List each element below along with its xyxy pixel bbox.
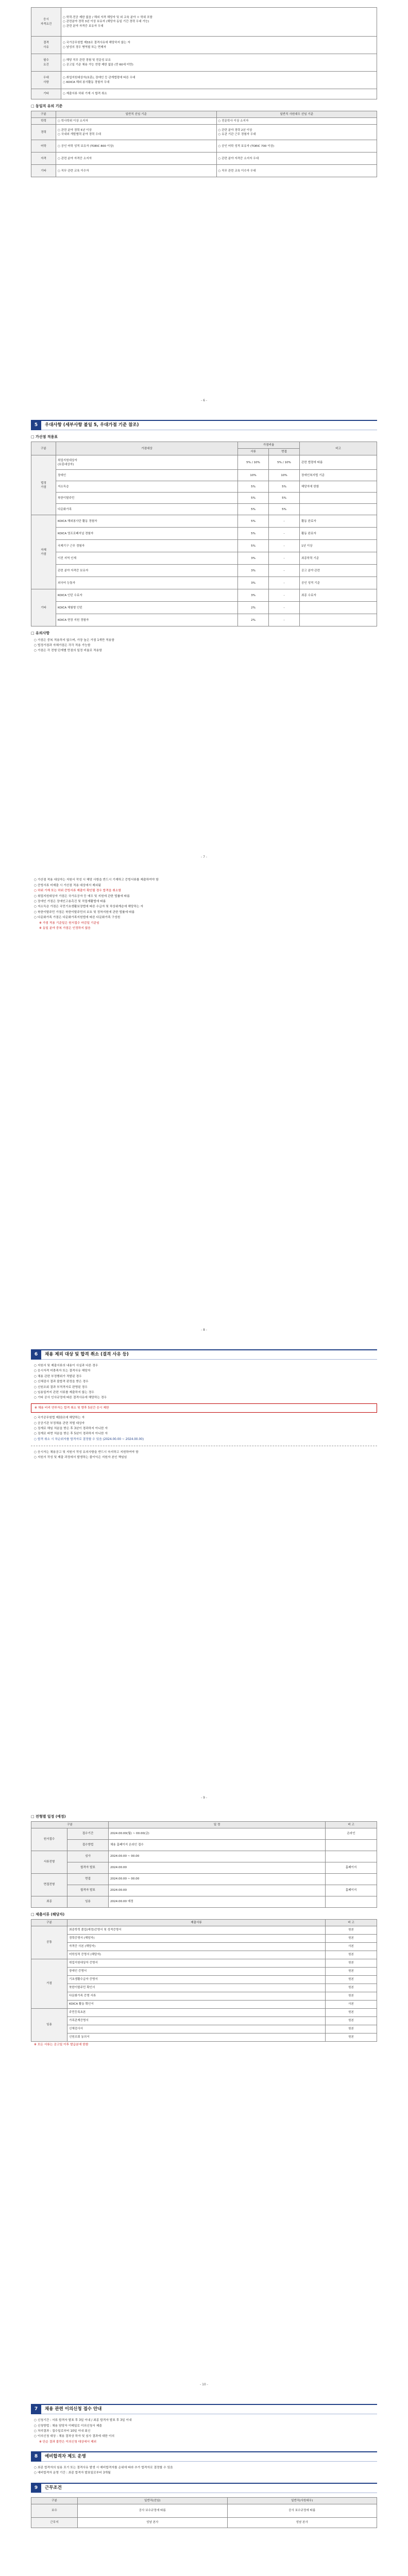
doc-name: 북한이탈주민 확인서 xyxy=(67,1984,326,1992)
bonus-b: 5% / 10% xyxy=(269,455,300,470)
schedule-title: □ 전형별 일정 (예정) xyxy=(31,1814,66,1819)
docs-th: 비 고 xyxy=(326,1919,377,1926)
section-number: 7 xyxy=(31,2405,41,2414)
document-page-4 xyxy=(0,1349,408,1810)
section-title: 예비합격자 제도 운영 xyxy=(45,2454,86,2460)
schedule-th: 구분 xyxy=(31,1821,109,1828)
bonus-note: 해당자에 한함 xyxy=(300,481,377,493)
sched-date: 2024.00.00 xyxy=(109,1885,326,1896)
bonus-item: KOICA 체험형 인턴 xyxy=(56,602,238,614)
doc-name: 신원조회 동의서 xyxy=(67,2033,326,2042)
bonus-b: - xyxy=(269,589,300,602)
bullet-line: ○ 응시자격 미충족자 또는 결격사유 해당자 xyxy=(34,1369,91,1373)
doc-name: 경력증명서 (해당자) xyxy=(67,1935,326,1943)
bonus-b: - xyxy=(269,614,300,626)
page-number: - 9 - xyxy=(201,1795,207,1800)
row-head: 결격 사유 xyxy=(31,37,61,54)
row-body: ○ 제출서류 허위 기재 시 합격 취소 xyxy=(61,89,377,99)
bonus-b: - xyxy=(269,528,300,540)
ref-head: 학력 xyxy=(31,118,56,125)
ref-a: ○ 공인 어학 성적 보유자 (TOEIC 800 이상) xyxy=(56,140,217,152)
sched-note xyxy=(326,1873,377,1885)
section-title: 근무조건 xyxy=(45,2485,62,2491)
ref-table xyxy=(31,111,377,177)
note-line: ○ 가점은 각 전형 단계별 만점의 일정 비율로 적용함 xyxy=(34,649,102,653)
bonus-a: 10% xyxy=(238,470,269,481)
cond-th: 일반직(사원대우) xyxy=(227,2497,377,2504)
doc-note: 원본 xyxy=(326,2033,377,2042)
bonus-a: 2% xyxy=(238,614,269,626)
section-header xyxy=(31,420,377,430)
page-number: - 7 - xyxy=(201,855,207,859)
note-line: ○ 가점은 중복 적용하지 않으며, 가장 높은 가점 1개만 적용함 xyxy=(34,638,114,642)
period-line: ○ 합격 취소 시 차순위자를 합격자로 결정할 수 있음 (2024.00.00 ~ 2024.00.00) xyxy=(34,1437,144,1441)
ref-a: ○ 직무 관련 교육 이수자 xyxy=(56,165,217,177)
bonus-th: 비고 xyxy=(300,442,377,455)
cond-head: 근무지 xyxy=(31,2517,78,2528)
doc-name: KOICA 활동 확인서 xyxy=(67,2001,326,2009)
doc-note: 원본 xyxy=(326,1992,377,2001)
conditions-table xyxy=(31,2497,377,2528)
doc-name: 자격증 사본 (해당자) xyxy=(67,1943,326,1951)
doc-note: 원본 xyxy=(326,1984,377,1992)
bonus-note xyxy=(300,602,377,614)
bonus-item: 저소득층 xyxy=(56,481,238,493)
doc-note: 원본 xyxy=(326,1935,377,1943)
bonus-note: 공고 분야 관련 xyxy=(300,565,377,577)
sched-note: 홈페이지 xyxy=(326,1862,377,1873)
doc-name: 신체검사서 xyxy=(67,2025,326,2033)
sched-sub: 접수방법 xyxy=(67,1839,109,1851)
bonus-item: 취업지원대상자 (보훈대상자) xyxy=(56,455,238,470)
bullet-line: ○ 저소득층 가점은 국민기초생활보장법에 따른 수급자 및 차상위계층에 해당하는 자 xyxy=(34,905,144,909)
bullet-line: ○ 지원서 및 제출서류의 내용이 사실과 다른 경우 xyxy=(34,1364,98,1367)
section-number: 8 xyxy=(31,2452,41,2462)
red-note: ※ 가점 적용 기준일은 원서접수 마감일 기준임 xyxy=(39,921,99,925)
bonus-th: 구분 xyxy=(31,442,56,455)
section-header xyxy=(31,2451,377,2462)
bonus-b: 5% xyxy=(269,504,300,515)
bonus-note: 활동 완료자 xyxy=(300,515,377,528)
bonus-b: - xyxy=(269,565,300,577)
ref-head: 자격 xyxy=(31,152,56,165)
sched-sub: 임용 xyxy=(67,1896,109,1907)
section-header xyxy=(31,2483,377,2493)
section-number: 6 xyxy=(31,1350,41,1360)
bonus-note xyxy=(300,493,377,504)
bonus-table xyxy=(31,442,377,626)
bullet-line: ○ 국가공무원법 제33조에 해당하는 자 xyxy=(34,1416,85,1420)
doc-note: 사본 xyxy=(326,1943,377,1951)
bonus-note: 공인 성적 기준 xyxy=(300,577,377,589)
page-number: - 8 - xyxy=(201,1328,207,1332)
bonus-a: 3% xyxy=(238,589,269,602)
bonus-note: 관련 법령에 따름 xyxy=(300,455,377,470)
closing-line: ○ 응시자는 채용공고 및 지원서 작성 유의사항을 반드시 숙지하고 지원하여야 함 xyxy=(34,1451,139,1454)
cond-th: 일반직(선임) xyxy=(78,2497,228,2504)
bullet-line: ○ 신청기간 : 서류 합격자 발표 후 3일 이내 / 최종 합격자 발표 후 3일 이내 xyxy=(34,2419,132,2422)
bonus-b: - xyxy=(269,515,300,528)
bonus-item: KOICA 영프로페셔널 경험자 xyxy=(56,528,238,540)
doc-name: 장애인 증명서 xyxy=(67,1968,326,1976)
page-number: - 6 - xyxy=(201,399,207,403)
doc-note: 원본 xyxy=(326,2017,377,2025)
bullet-line: ○ 임용일까지 관련 서류를 제출하지 않는 경우 xyxy=(34,1391,94,1394)
cond-head: 보수 xyxy=(31,2504,78,2517)
bonus-a: 2% xyxy=(238,602,269,614)
bullet-line: ○ 증빙서류 미제출 시 가산점 적용 대상에서 제외됨 xyxy=(34,884,101,887)
bonus-a: 5% xyxy=(238,493,269,504)
bullet-line: ○ 가산점 적용 대상자는 지원서 작성 시 해당 사항을 반드시 기재하고 증빙서류를 제출하여야 함 xyxy=(34,878,159,882)
bullet-line: ○ 허위 기재 또는 허위 증빙서류 제출이 확인될 경우 합격을 취소함 xyxy=(34,889,122,893)
note-line: ○ 법정가점과 자체가점은 각각 적용 가능함 xyxy=(34,643,91,647)
warning-callout: ※ 채용 비리 연루자는 합격 취소 및 향후 5년간 응시 제한 xyxy=(31,1403,377,1413)
bullet-line: ○ 최종 합격자의 임용 포기 또는 결격사유 발생 시 예비합격자를 순위에 따라 추가 합격자로 결정할 수 있음 xyxy=(34,2466,173,2470)
bonus-a: 5% xyxy=(238,540,269,552)
bonus-a: 5% xyxy=(238,528,269,540)
document-page-3 xyxy=(0,869,408,1342)
row-head: 기타 xyxy=(31,89,61,99)
cond-a: 공사 보수규정에 따름 xyxy=(78,2504,228,2517)
ref-th: 구분 xyxy=(31,111,56,118)
doc-name: 최종학력 졸업(예정)증명서 및 성적증명서 xyxy=(67,1926,326,1935)
ref-head: 어학 xyxy=(31,140,56,152)
bonus-note: 활동 완료자 xyxy=(300,528,377,540)
doc-note: 원본 xyxy=(326,1951,377,1959)
page-number: - 10 - xyxy=(200,2383,208,2387)
doc-name: 가족관계증명서 xyxy=(67,2017,326,2025)
bonus-b: 10% xyxy=(269,470,300,481)
sched-group: 면접전형 xyxy=(31,1873,67,1896)
bonus-note: 장애인복지법 기준 xyxy=(300,470,377,481)
document-page-5 xyxy=(0,1814,408,2397)
section-title: 우대사항 (세부사항 불일 5, 우대가점 기준 참조) xyxy=(45,422,139,428)
bonus-note: 최종학력 기준 xyxy=(300,552,377,565)
docs-th: 구분 xyxy=(31,1919,67,1926)
bullet-line: ○ 처리결과 : 접수일로부터 10일 이내 회신 xyxy=(34,2429,91,2433)
sched-sub: 심사 xyxy=(67,1851,109,1862)
row-body: ○ 취업지원대상자(보훈), 장애인 등 관계법령에 따른 우대 ○ KOICA 해외 봉사활동 경험자 우대 xyxy=(61,72,377,89)
ref-b: ○ 전문학사 이상 소지자 xyxy=(216,118,377,125)
bonus-note xyxy=(300,614,377,626)
bonus-note: 최종 수료자 xyxy=(300,589,377,602)
ref-th: 일반직 사원대우 선임 기준 xyxy=(216,111,377,118)
document-page-2 xyxy=(0,420,408,869)
docs-title: □ 제출서류 (해당자) xyxy=(31,1912,65,1917)
docs-th: 제출서류 xyxy=(67,1919,326,1926)
sched-date: 2024.00.00 ~ 00.00 xyxy=(109,1873,326,1885)
bullet-line: ○ 다문화가족 가점은 다문화가족지원법에 따른 다문화가족 구성원 xyxy=(34,916,121,920)
bonus-th: 가점대상 xyxy=(56,442,238,455)
bullet-line: ○ 신청방법 : 채용 담당자 이메일로 이의신청서 제출 xyxy=(34,2424,102,2428)
ref-head: 기타 xyxy=(31,165,56,177)
docs-table xyxy=(31,1919,377,2042)
bonus-b: - xyxy=(269,552,300,565)
document-page-6 xyxy=(0,2404,408,2576)
sched-sub: 접수기간 xyxy=(67,1828,109,1839)
sched-note xyxy=(326,1839,377,1851)
row-head: 필수 요건 xyxy=(31,54,61,72)
doc-note: 원본 xyxy=(326,1959,377,1968)
sched-note: 온라인 xyxy=(326,1828,377,1839)
docs-note: ※ 모든 서류는 공고일 이후 발급분에 한함 xyxy=(34,2043,89,2047)
bullet-line: ○ 신원조회 결과 부적격자로 판명된 경우 xyxy=(34,1385,88,1389)
sub-title: □ 가산점 적용표 xyxy=(31,435,58,439)
bonus-a: 5% xyxy=(238,481,269,493)
doc-name: 주민등록초본 xyxy=(67,2009,326,2017)
schedule-th: 비 고 xyxy=(326,1821,377,1828)
sched-group: 서류전형 xyxy=(31,1851,67,1873)
section-title: 채용 제외 대상 및 합격 취소 (결격 사유 등) xyxy=(45,1352,129,1358)
bonus-item: 북한이탈주민 xyxy=(56,493,238,504)
doc-note: 원본 xyxy=(326,2009,377,2017)
ref-a: ○ 관련 분야 자격증 소지자 xyxy=(56,152,217,165)
ref-th: 일반직 선임 기준 xyxy=(56,111,217,118)
sched-date: 2024.00.00 ~ 00.00 xyxy=(109,1851,326,1862)
doc-name: 어학성적 증명서 (해당자) xyxy=(67,1951,326,1959)
ref-title: □ 동일직 유의 기준 xyxy=(31,104,63,108)
bullet-line: ○ 기타 공사 인사규정에 따른 결격사유에 해당하는 경우 xyxy=(34,1396,107,1400)
bullet-line: ○ 징계로 파면 처분을 받은 후 5년이 경과하지 아니한 자 xyxy=(34,1432,108,1436)
cond-b: 성남 본사 xyxy=(227,2517,377,2528)
section-title: 채용 관련 이의신청 접수 안내 xyxy=(45,2406,102,2412)
section-header xyxy=(31,1349,377,1360)
bonus-subth: 서류 xyxy=(238,449,269,455)
bonus-a: 5% / 10% xyxy=(238,455,269,470)
row-body: ○ 학력·전공 제한 없음 / 해외 자격 해당자 및 외 교육 분야 ㅇ 학위 포함 ○ 관련분야 경력 3년 이상 보유자 (해당자 동일 기간 경력 우대 가능) ○ 관련 분야 자격증 보유자 우대 xyxy=(61,8,377,37)
bullet-line: ○ 장애인 가점은 장애인고용촉진 및 직업재활법에 따름 xyxy=(34,900,106,903)
cond-a: 성남 본사 xyxy=(78,2517,228,2528)
bonus-b: - xyxy=(269,577,300,589)
bonus-item: 관련 분야 자격증 보유자 xyxy=(56,565,238,577)
sched-sub: 합격자 발표 xyxy=(67,1885,109,1896)
bullet-line: ○ 취업지원대상자 가점은 국가유공자 등 예우 및 지원에 관한 법률에 따름 xyxy=(34,894,130,898)
doc-name: 기초생활수급자 증명서 xyxy=(67,1976,326,1984)
bonus-th: 가점비율 xyxy=(238,442,300,449)
bullet-line: ○ 북한이탈주민 가점은 북한이탈주민의 보호 및 정착지원에 관한 법률에 따름 xyxy=(34,910,135,914)
red-note: ※ 단순 결과 불만은 이의신청 대상에서 제외 xyxy=(39,2440,97,2444)
ref-a: ○ 학사학위 이상 소지자 xyxy=(56,118,217,125)
doc-note: 원본 xyxy=(326,1926,377,1935)
bonus-item: 이전 지역 인재 xyxy=(56,552,238,565)
bonus-a: 3% xyxy=(238,552,269,565)
closing-line: ○ 지원서 작성 및 제출 과정에서 발생하는 불이익은 지원자 본인 책임임 xyxy=(34,1456,127,1460)
sched-date: 2024.00.00 xyxy=(109,1862,326,1873)
sched-group: 원서접수 xyxy=(31,1828,67,1851)
bonus-group: 기타 xyxy=(31,589,56,626)
doc-group: 공통 xyxy=(31,1926,67,1959)
bullet-line: ○ 이의신청 대상 : 채용 절차상 하자 및 심사 결과에 대한 이의 xyxy=(34,2435,115,2438)
bullet-line: ○ 예비합격자 운영 기간 : 최종 합격자 발표일로부터 3개월 xyxy=(34,2471,111,2475)
bonus-item: 다문화가족 xyxy=(56,504,238,515)
row-head: 응시 자격요건 xyxy=(31,8,61,37)
red-note: ※ 동일 분야 중복 가점은 인정하지 않음 xyxy=(39,926,91,930)
doc-name: 취업지원대상자 증명서 xyxy=(67,1959,326,1968)
sched-note: 홈페이지 xyxy=(326,1885,377,1896)
bonus-item: 장애인 xyxy=(56,470,238,481)
eligibility-table xyxy=(31,7,377,99)
notes-title: □ 유의사항 xyxy=(31,631,50,636)
bonus-item: KOICA 인턴 수료자 xyxy=(56,589,238,602)
sched-date: 2024.00.00 예정 xyxy=(109,1896,326,1907)
doc-note: 원본 xyxy=(326,1968,377,1976)
bonus-group: 자체 가점 xyxy=(31,515,56,589)
bullet-line: ○ 채용 관련 부정행위가 적발된 경우 xyxy=(34,1375,82,1378)
doc-note: 사본 xyxy=(326,2001,377,2009)
sched-note xyxy=(326,1896,377,1907)
doc-note: 원본 xyxy=(326,2025,377,2033)
doc-name: 다문화가족 증명 서류 xyxy=(67,1992,326,2001)
section-number: 5 xyxy=(31,421,41,430)
bonus-group: 법정 가점 xyxy=(31,455,56,515)
bonus-b: 5% xyxy=(269,493,300,504)
bonus-item: 외국어 능통자 xyxy=(56,577,238,589)
doc-group: 가점 xyxy=(31,1959,67,2009)
schedule-th: 일 정 xyxy=(109,1821,326,1828)
sched-group: 최종 xyxy=(31,1896,67,1907)
schedule-table xyxy=(31,1821,377,1908)
bonus-item: 국제기구 근무 경험자 xyxy=(56,540,238,552)
bullet-line: ○ 징계로 해임 처분을 받은 후 3년이 경과하지 아니한 자 xyxy=(34,1427,108,1430)
doc-note: 원본 xyxy=(326,1976,377,1984)
sched-date: 채용 홈페이지 온라인 접수 xyxy=(109,1839,326,1851)
ref-b: ○ 공인 어학 성적 보유자 (TOEIC 700 이상) xyxy=(216,140,377,152)
sched-date: 2024.00.00(월) ~ 00.00(금) xyxy=(109,1828,326,1839)
sched-sub: 면접 xyxy=(67,1873,109,1885)
bonus-note: 1년 이상 xyxy=(300,540,377,552)
cond-b: 공사 보수규정에 따름 xyxy=(227,2504,377,2517)
row-head: 우대 사항 xyxy=(31,72,61,89)
ref-head: 경력 xyxy=(31,125,56,140)
row-body: ○ 해당 직무 관련 경험 및 전문성 보유 ○ 공고일 기준 채용 가능 연령 제한 없음 (만 60세 미만) xyxy=(61,54,377,72)
bonus-subth: 면접 xyxy=(269,449,300,455)
sched-note xyxy=(326,1851,377,1862)
bonus-a: 3% xyxy=(238,565,269,577)
bonus-a: 3% xyxy=(238,577,269,589)
ref-b: ○ 관련 분야 자격증 소지자 우대 xyxy=(216,152,377,165)
ref-b: ○ 관련 분야 경력 2년 이상 ○ 유관 기관 근무 경험자 우대 xyxy=(216,125,377,140)
bonus-a: 5% xyxy=(238,515,269,528)
cond-th: 구분 xyxy=(31,2497,78,2504)
doc-group: 임용 xyxy=(31,2009,67,2042)
bonus-item: KOICA 현장 지원 경험자 xyxy=(56,614,238,626)
bonus-b: - xyxy=(269,540,300,552)
ref-a: ○ 관련 분야 경력 5년 이상 ○ 국내외 개발협력 분야 경력 우대 xyxy=(56,125,217,140)
bonus-item: KOICA 해외봉사단 활동 경험자 xyxy=(56,515,238,528)
section-header xyxy=(31,2404,377,2414)
bonus-note xyxy=(300,504,377,515)
ref-b: ○ 직무 관련 교육 이수자 우대 xyxy=(216,165,377,177)
document-page-1 xyxy=(0,0,408,413)
bullet-line: ○ 공공기관 부정채용 관련 처벌 대상자 xyxy=(34,1421,85,1425)
row-body: ○ 국가공무원법 제33조 결격사유에 해당하지 않는 자 ○ 남성의 경우 병역필 또는 면제자 xyxy=(61,37,377,54)
bullet-line: ○ 신체검사 결과 불합격 판정을 받은 경우 xyxy=(34,1380,89,1384)
bonus-b: - xyxy=(269,602,300,614)
sched-sub: 합격자 발표 xyxy=(67,1862,109,1873)
section-number: 9 xyxy=(31,2483,41,2493)
bonus-a: 5% xyxy=(238,504,269,515)
bonus-b: 5% xyxy=(269,481,300,493)
